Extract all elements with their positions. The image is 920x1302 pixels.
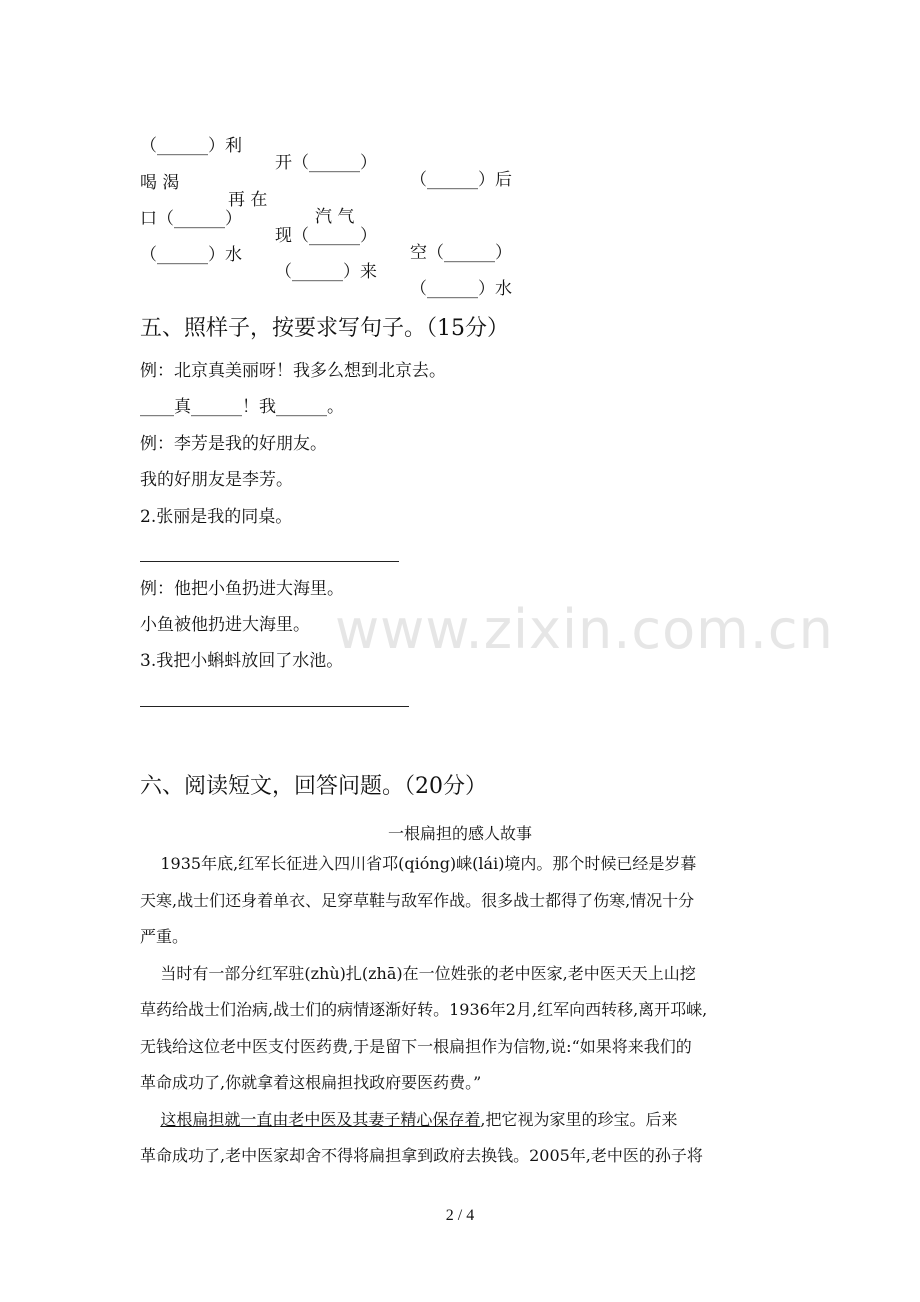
section5-heading: 五、照样子，按要求写句子。（15分） xyxy=(140,316,509,341)
word-row-3-b: 现（______） xyxy=(275,226,377,246)
story-title: 一根扁担的感人故事 xyxy=(387,824,532,843)
answer-line-q2[interactable] xyxy=(140,561,399,562)
page-number: 2 / 4 xyxy=(445,1207,475,1224)
story-line-1: 1935年底,红军长征进入四川省邛(qióng)崃(lái)境内。那个时候已经是岁暮 xyxy=(140,854,697,873)
section5-fill1: ____真______！我______。 xyxy=(140,397,344,417)
word-row-2-a: 喝 渴 xyxy=(140,173,180,193)
story-line-8-rest: ,把它视为家里的珍宝。后来 xyxy=(480,1110,678,1129)
word-row-3-a: 口（______） xyxy=(140,209,242,229)
story-line-6: 无钱给这位老中医支付医药费,于是留下一根扁担作为信物,说:“如果将来我们的 xyxy=(140,1037,692,1056)
word-row-4-a: （______）水 xyxy=(140,245,242,265)
section5-example3-answer: 小鱼被他扔进大海里。 xyxy=(140,615,310,635)
story-line-5: 草药给战士们治病,战士们的病情逐渐好转。1936年2月,红军向西转移,离开邛崃, xyxy=(140,1000,708,1019)
word-row-2-c: 汽 气 xyxy=(315,207,355,227)
section5-example2: 例：李芳是我的好朋友。 xyxy=(140,434,327,454)
word-row-3-c: 空（______） xyxy=(410,243,512,263)
section5-question3: 3.我把小蝌蚪放回了水池。 xyxy=(140,651,344,671)
section5-example3: 例：他把小鱼扔进大海里。 xyxy=(140,579,344,599)
story-line-3: 严重。 xyxy=(140,927,189,946)
underlined-sentence: 这根扁担就一直由老中医及其妻子精心保存着 xyxy=(160,1110,481,1129)
word-row-4 xyxy=(140,230,512,299)
answer-line-q3[interactable] xyxy=(140,706,409,707)
word-row-1-b: 开（______） xyxy=(275,153,377,173)
story-line-9: 革命成功了,老中医家却舍不得将扁担拿到政府去换钱。2005年,老中医的孙子将 xyxy=(140,1146,703,1165)
word-row-4-b: （______）来 xyxy=(275,262,377,282)
word-row-1-c: （______）后 xyxy=(410,170,512,190)
section5-example1: 例：北京真美丽呀！我多么想到北京去。 xyxy=(140,361,446,381)
story-line-2: 天寒,战士们还身着单衣、足穿草鞋与敌军作战。很多战士都得了伤寒,情况十分 xyxy=(140,891,695,910)
word-row-2-b: 再 在 xyxy=(228,190,268,210)
story-line-7: 革命成功了,你就拿着这根扁担找政府要医药费。” xyxy=(140,1073,482,1092)
section5-question2: 2.张丽是我的同桌。 xyxy=(140,507,293,527)
story-line-8 xyxy=(140,1112,780,1128)
section5-example2-answer: 我的好朋友是李芳。 xyxy=(140,470,293,490)
section6-heading: 六、阅读短文，回答问题。（20分） xyxy=(140,774,487,799)
word-row-1-a: （______）利 xyxy=(140,136,242,156)
word-row-4-c: （______）水 xyxy=(410,279,512,299)
watermark: www.zixin.com.cn xyxy=(335,598,834,661)
story-line-4: 当时有一部分红军驻(zhù)扎(zhā)在一位姓张的老中医家,老中医天天上山挖 xyxy=(140,964,696,983)
